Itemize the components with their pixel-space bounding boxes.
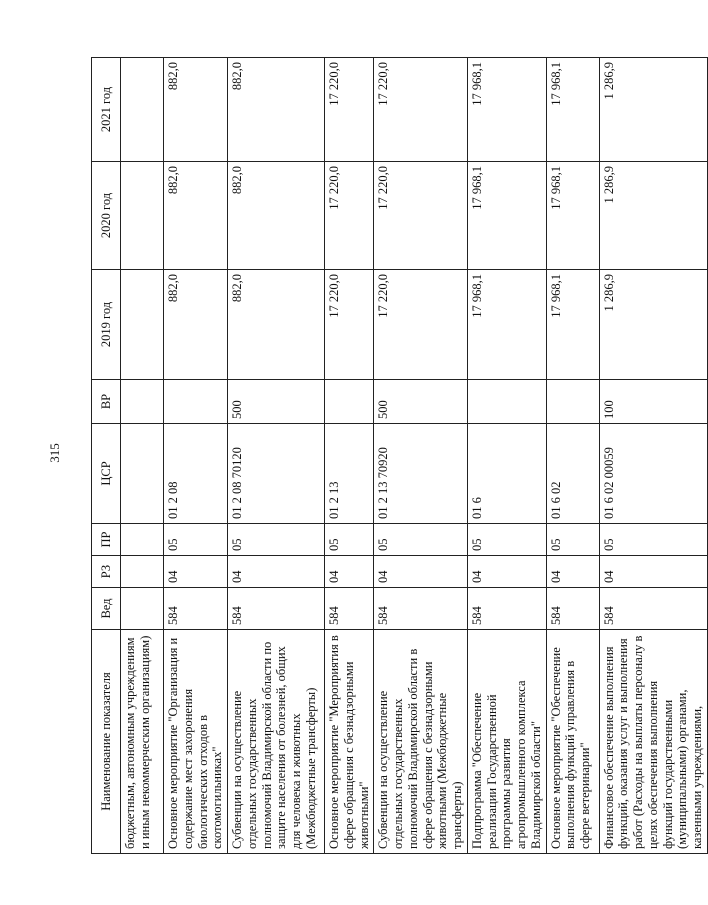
cell-vr xyxy=(546,380,599,424)
cell-2019: 1 286,9 xyxy=(599,270,707,380)
cell-rz: 04 xyxy=(325,556,374,588)
page-number: 315 xyxy=(47,443,62,463)
cell-2021: 17 968,1 xyxy=(546,58,599,162)
header-2019: 2019 год xyxy=(92,270,121,380)
cell-2020: 17 220,0 xyxy=(374,162,468,270)
cell-rz: 04 xyxy=(467,556,546,588)
header-rz: РЗ xyxy=(92,556,121,588)
cell-rz: 04 xyxy=(374,556,468,588)
cell-vr xyxy=(121,380,164,424)
cell-2020: 1 286,9 xyxy=(599,162,707,270)
header-name: Наименование показателя xyxy=(92,630,121,854)
cell-2021: 882,0 xyxy=(164,58,228,162)
cell-vr xyxy=(467,380,546,424)
table-header xyxy=(92,58,121,854)
cell-vr: 500 xyxy=(374,380,468,424)
cell-csr: 01 6 xyxy=(467,424,546,524)
cell-pr: 05 xyxy=(467,524,546,556)
cell-rz: 04 xyxy=(228,556,325,588)
table-row xyxy=(325,58,374,854)
cell-csr: 01 6 02 00059 xyxy=(599,424,707,524)
header-2021: 2021 год xyxy=(92,58,121,162)
cell-name: Субвенции на осуществление отдельных государственных полномочий Владимирской области в сфере обращения с безнадзорными животными (Межбюджетные трансферты) xyxy=(374,630,468,854)
cell-ved: 584 xyxy=(546,588,599,630)
header-vr: ВР xyxy=(92,380,121,424)
cell-ved: 584 xyxy=(374,588,468,630)
cell-ved: 584 xyxy=(228,588,325,630)
cell-2021: 882,0 xyxy=(228,58,325,162)
cell-2019 xyxy=(121,270,164,380)
cell-2020: 882,0 xyxy=(164,162,228,270)
cell-ved: 584 xyxy=(325,588,374,630)
table-row xyxy=(467,58,546,854)
table-row xyxy=(228,58,325,854)
cell-vr xyxy=(325,380,374,424)
header-pr: ПР xyxy=(92,524,121,556)
header-csr: ЦСР xyxy=(92,424,121,524)
cell-name: Субвенции на осуществление отдельных государственных полномочий Владимирской области по защите населения от болезней, общих для человека и животных (Межбюджетные трансферты) xyxy=(228,630,325,854)
cell-name: Подпрограмма "Обеспечение реализации Государственной программы развития агропромышленного комплекса Владимирской области" xyxy=(467,630,546,854)
table-row xyxy=(599,58,707,854)
cell-2020: 17 968,1 xyxy=(467,162,546,270)
cell-2021: 17 220,0 xyxy=(374,58,468,162)
cell-2019: 17 220,0 xyxy=(374,270,468,380)
cell-csr: 01 6 02 xyxy=(546,424,599,524)
cell-csr xyxy=(121,424,164,524)
header-2020: 2020 год xyxy=(92,162,121,270)
cell-pr: 05 xyxy=(325,524,374,556)
table-row xyxy=(164,58,228,854)
cell-name: бюджетным, автономным учреждениям и иным некоммерческим организациям) xyxy=(121,630,164,854)
cell-2020: 882,0 xyxy=(228,162,325,270)
cell-name: Основное мероприятие "Обеспечение выполнения функций управления в сфере ветеринарии" xyxy=(546,630,599,854)
cell-pr: 05 xyxy=(374,524,468,556)
cell-csr: 01 2 13 xyxy=(325,424,374,524)
cell-2021: 17 220,0 xyxy=(325,58,374,162)
cell-2020: 17 968,1 xyxy=(546,162,599,270)
cell-name: Финансовое обеспечение выполнения функций, оказания услуг и выполнения работ (Расходы на выплаты персоналу в целях обеспечения выполнения функций государственными (муниципальными) органами, казенными учреждениями, xyxy=(599,630,707,854)
budget-table xyxy=(91,57,708,854)
cell-rz: 04 xyxy=(164,556,228,588)
cell-name: Основное мероприятие "Мероприятия в сфере обращения с безнадзорными животными" xyxy=(325,630,374,854)
cell-ved: 584 xyxy=(599,588,707,630)
cell-2019: 882,0 xyxy=(164,270,228,380)
cell-pr: 05 xyxy=(546,524,599,556)
table-row xyxy=(121,58,164,854)
header-row xyxy=(92,58,121,854)
cell-ved: 584 xyxy=(164,588,228,630)
cell-csr: 01 2 08 xyxy=(164,424,228,524)
cell-name: Основное мероприятие "Организация и содержание мест захоронения биологических отходов в скотомогильниках" xyxy=(164,630,228,854)
cell-2019: 17 968,1 xyxy=(467,270,546,380)
cell-2021 xyxy=(121,58,164,162)
cell-2021: 17 968,1 xyxy=(467,58,546,162)
cell-vr: 100 xyxy=(599,380,707,424)
cell-csr: 01 2 08 70120 xyxy=(228,424,325,524)
cell-2019: 17 220,0 xyxy=(325,270,374,380)
cell-rz: 04 xyxy=(546,556,599,588)
table-row xyxy=(546,58,599,854)
cell-pr: 05 xyxy=(164,524,228,556)
cell-2021: 1 286,9 xyxy=(599,58,707,162)
header-ved: Вед xyxy=(92,588,121,630)
cell-rz xyxy=(121,556,164,588)
cell-2019: 17 968,1 xyxy=(546,270,599,380)
table-body xyxy=(121,58,708,854)
table-row xyxy=(374,58,468,854)
cell-pr: 05 xyxy=(228,524,325,556)
rotated-table-container xyxy=(91,58,704,854)
cell-2020: 17 220,0 xyxy=(325,162,374,270)
cell-rz: 04 xyxy=(599,556,707,588)
cell-pr: 05 xyxy=(599,524,707,556)
cell-ved xyxy=(121,588,164,630)
cell-vr: 500 xyxy=(228,380,325,424)
cell-ved: 584 xyxy=(467,588,546,630)
cell-csr: 01 2 13 70920 xyxy=(374,424,468,524)
cell-vr xyxy=(164,380,228,424)
cell-2020 xyxy=(121,162,164,270)
cell-pr xyxy=(121,524,164,556)
cell-2019: 882,0 xyxy=(228,270,325,380)
